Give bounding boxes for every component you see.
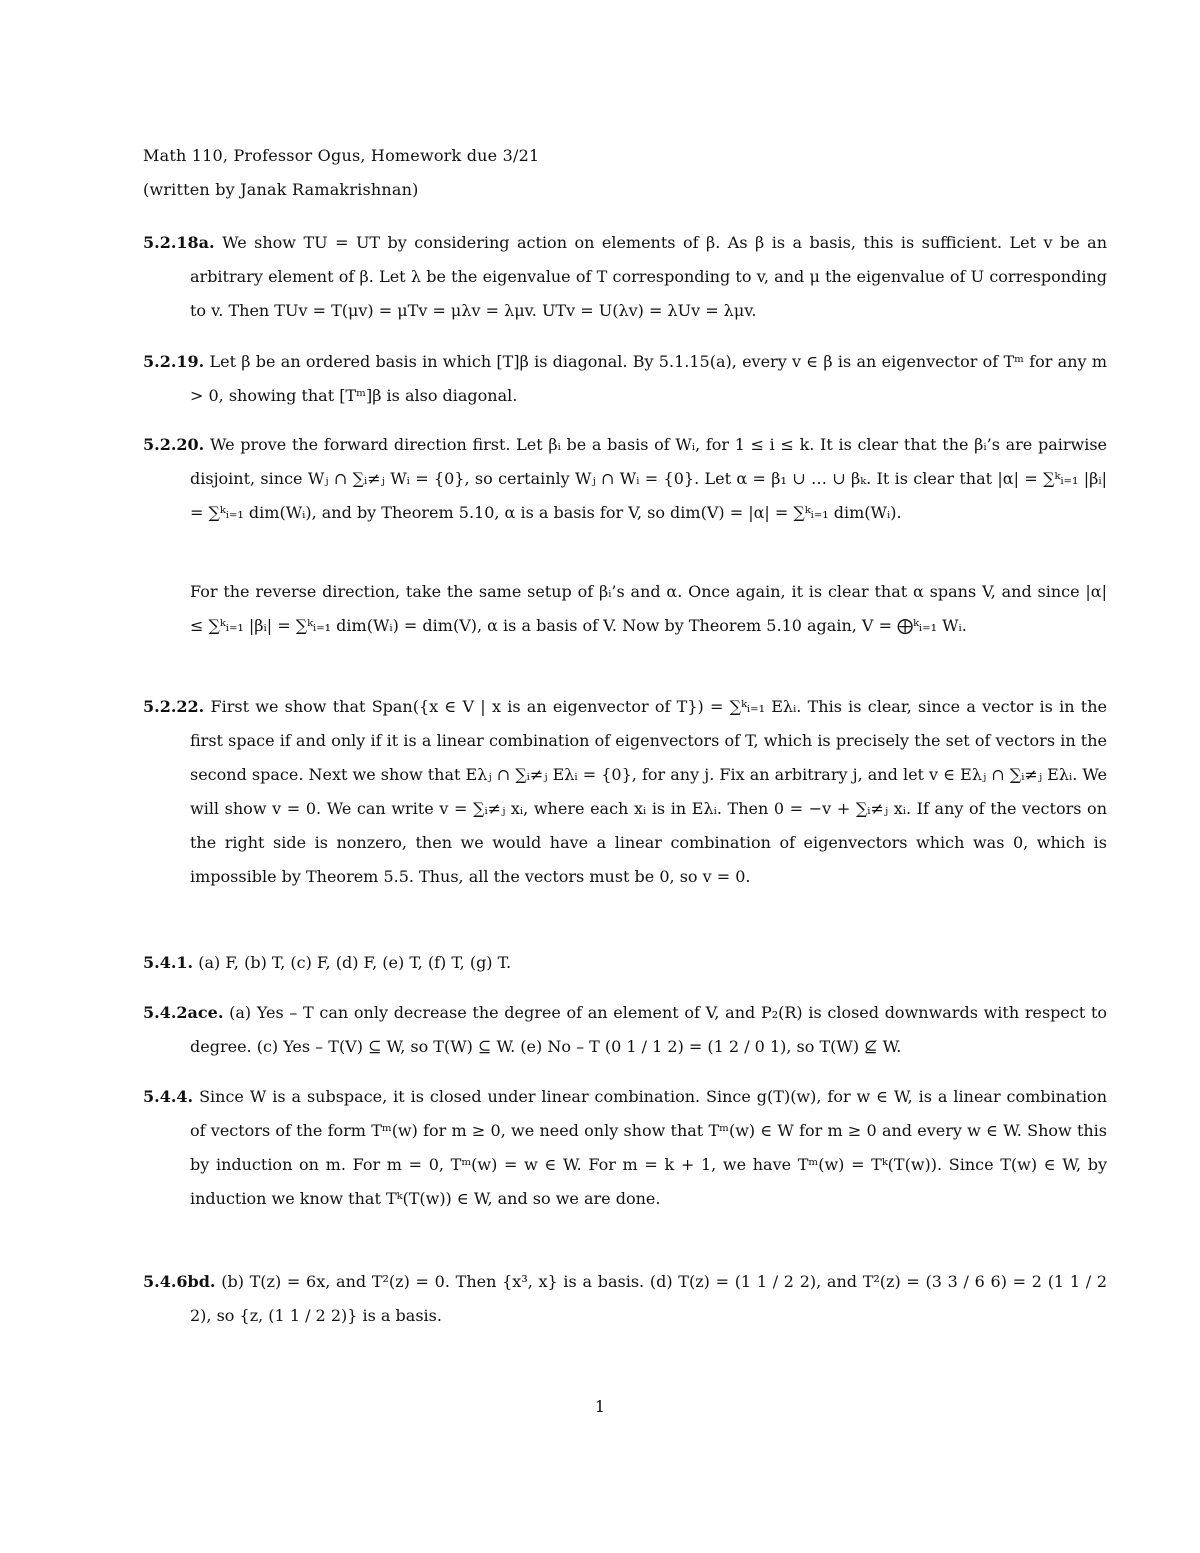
problem-number: 5.2.18a.	[143, 233, 215, 252]
problem-text-continued: For the reverse direction, take the same setup of βᵢ’s and α. Once again, it is clear that α spans V, and since |α| ≤ ∑ᵏᵢ₌₁ |βᵢ| = ∑ᵏᵢ₌₁ dim(Wᵢ) = dim(V), α is a basis of V. Now by Theorem 5.10 again, V = ⨁ᵏᵢ₌₁ Wᵢ.	[190, 582, 1107, 635]
page-number: 1	[594, 1397, 606, 1416]
problem-number: 5.4.2ace.	[143, 1003, 224, 1022]
problem-text: We prove the forward direction first. Let βᵢ be a basis of Wᵢ, for 1 ≤ i ≤ k. It is clear that the βᵢ’s are pairwise disjoint, since Wⱼ ∩ ∑ᵢ≠ⱼ Wᵢ = {0}, so certainly Wⱼ ∩ Wᵢ = {0}. Let α = β₁ ∪ … ∪ βₖ. It is clear that |α| = ∑ᵏᵢ₌₁ |βᵢ| = ∑ᵏᵢ₌₁ dim(Wᵢ), and by Theorem 5.10, α is a basis for V, so dim(V) = |α| = ∑ᵏᵢ₌₁ dim(Wᵢ).	[190, 435, 1107, 522]
problem-text: Since W is a subspace, it is closed under linear combination. Since g(T)(w), for w ∈ W, is a linear combination of vectors of the form Tᵐ(w) for m ≥ 0, we need only show that Tᵐ(w) ∈ W for m ≥ 0 and every w ∈ W. Show this by induction on m. For m = 0, Tᵐ(w) = w ∈ W. For m = k + 1, we have Tᵐ(w) = Tᵏ(T(w)). Since T(w) ∈ W, by induction we know that Tᵏ(T(w)) ∈ W, and so we are done.	[190, 1087, 1107, 1208]
problem-5-2-19	[143, 345, 1107, 413]
problem-5-4-1	[143, 946, 1107, 980]
problem-5-2-20	[143, 428, 1107, 530]
problem-number: 5.2.22.	[143, 697, 205, 716]
problem-text: Let β be an ordered basis in which [T]β is diagonal. By 5.1.15(a), every v ∈ β is an eigenvector of Tᵐ for any m > 0, showing that [Tᵐ]β is also diagonal.	[190, 352, 1107, 405]
problem-5-4-4	[143, 1080, 1107, 1216]
problem-text: (a) Yes – T can only decrease the degree of an element of V, and P₂(R) is closed downwards with respect to degree. (c) Yes – T(V) ⊆ W, so T(W) ⊆ W. (e) No – T (0 1 / 1 2) = (1 2 / 0 1), so T(W) ⊈ W.	[190, 1003, 1108, 1056]
problem-5-2-18a	[143, 226, 1107, 328]
problem-5-4-6bd	[143, 1265, 1107, 1333]
problem-number: 5.2.20.	[143, 435, 205, 454]
problem-number: 5.4.4.	[143, 1087, 194, 1106]
problem-text: First we show that Span({x ∈ V | x is an eigenvector of T}) = ∑ᵏᵢ₌₁ Eλᵢ. This is clear, since a vector is in the first space if and only if it is a linear combination of eigenvectors of T, which is precisely the set of vectors in the second space. Next we show that Eλⱼ ∩ ∑ᵢ≠ⱼ Eλᵢ = {0}, for any j. Fix an arbitrary j, and let v ∈ Eλⱼ ∩ ∑ᵢ≠ⱼ Eλᵢ. We will show v = 0. We can write v = ∑ᵢ≠ⱼ xᵢ, where each xᵢ is in Eλᵢ. Then 0 = −v + ∑ᵢ≠ⱼ xᵢ. If any of the vectors on the right side is nonzero, then we would have a linear combination of eigenvectors which was 0, which is impossible by Theorem 5.5. Thus, all the vectors must be 0, so v = 0.	[190, 697, 1107, 886]
header-title: Math 110, Professor Ogus, Homework due 3/21	[143, 146, 540, 165]
problem-number: 5.4.6bd.	[143, 1272, 216, 1291]
problem-number: 5.2.19.	[143, 352, 205, 371]
problem-text: (b) T(z) = 6x, and T²(z) = 0. Then {x³, x} is a basis. (d) T(z) = (1 1 / 2 2), and T²(z) = (3 3 / 6 6) = 2 (1 1 / 2 2), so {z, (1 1 / 2 2)} is a basis.	[190, 1272, 1107, 1325]
problem-text: We show TU = UT by considering action on elements of β. As β is a basis, this is sufficient. Let v be an arbitrary element of β. Let λ be the eigenvalue of T corresponding to v, and μ the eigenvalue of U corresponding to v. Then TUv = T(μv) = μTv = μλv = λμv. UTv = U(λv) = λUv = λμv.	[190, 233, 1107, 320]
header-author: (written by Janak Ramakrishnan)	[143, 180, 419, 199]
problem-number: 5.4.1.	[143, 953, 194, 972]
problem-5-4-2ace	[143, 996, 1107, 1064]
problem-5-2-20-reverse	[143, 575, 1107, 643]
problem-5-2-22	[143, 690, 1107, 894]
problem-text: (a) F, (b) T, (c) F, (d) F, (e) T, (f) T, (g) T.	[198, 953, 512, 972]
